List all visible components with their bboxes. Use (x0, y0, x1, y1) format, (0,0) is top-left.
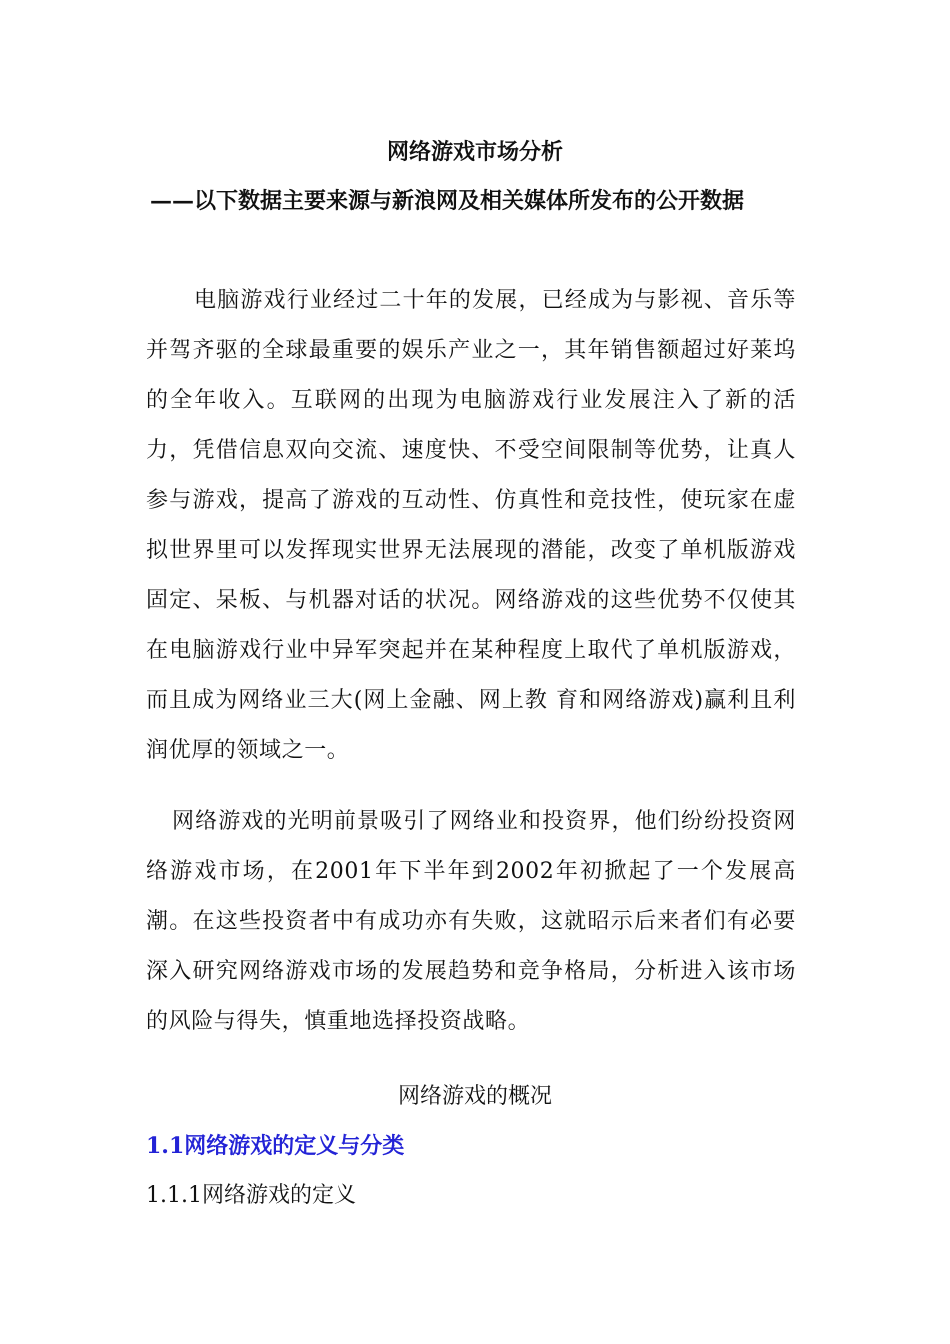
heading-1-1: 1.1网络游戏的定义与分类 (146, 1133, 405, 1159)
document-subtitle: ——以下数据主要来源与新浪网及相关媒体所发布的公开数据 (150, 188, 745, 214)
document-title: 网络游戏市场分析 (386, 139, 563, 165)
paragraph-intro: 电脑游戏行业经过二十年的发展，已经成为与影视、音乐等并驾齐驱的全球最重要的娱乐产业之一，其年销售额超过好莱坞的全年收入。互联网的出现为电脑游戏行业发展注入了新的活力，凭借信息双向交流、速度快、不受空间限制等优势，让真人参与游戏，提高了游戏的互动性、仿真性和竞技性，使玩家在虚拟世界里可以发挥现实世界无法展现的潜能，改变了单机版游戏固定、呆板、与机器对话的状况。网络游戏的这些优势不仅使其在电脑游戏行业中异军突起并在某种程度上取代了单机版游戏，而且成为网络业三大(网上金融、网上教 育和网络游戏)赢利且利润优厚的领域之一。 (146, 288, 796, 763)
section-title: 网络游戏的概况 (397, 1084, 552, 1109)
heading-1-1-1: 1.1.1网络游戏的定义 (146, 1183, 356, 1208)
paragraph-investment: 网络游戏的光明前景吸引了网络业和投资界，他们纷纷投资网络游戏市场，在2001年下半年到2002年初掀起了一个发展高潮。在这些投资者中有成功亦有失败，这就昭示后来者们有必要深入研究网络游戏市场的发展趋势和竞争格局，分析进入该市场的风险与得失，慎重地选择投资战略。 (146, 809, 796, 1034)
